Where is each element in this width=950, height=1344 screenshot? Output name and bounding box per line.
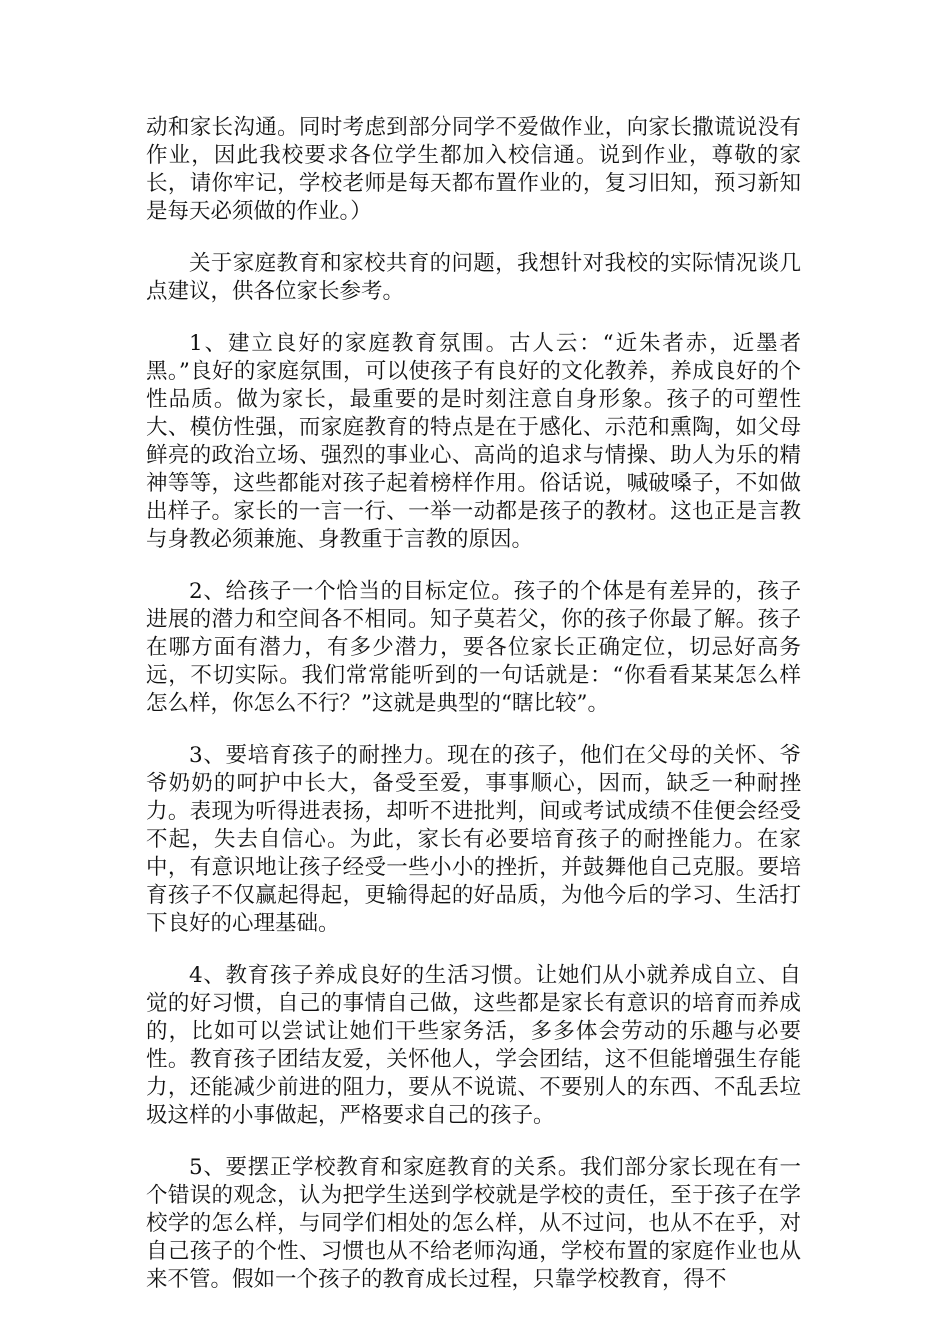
paragraph-point-2: 2、给孩子一个恰当的目标定位。孩子的个体是有差异的，孩子进展的潜力和空间各不相同。知子莫若父，你的孩子你最了解。孩子在哪方面有潜力，有多少潜力，要各位家长正确定位，切忌好高务远，不切实际。我们常常能听到的一句话就是：“你看看某某怎么样怎么样，你怎么不行？”这就是典型的“瞎比较”。 [146, 579, 801, 716]
document-page [146, 114, 801, 1318]
paragraph-intro: 关于家庭教育和家校共育的问题，我想针对我校的实际情况谈几点建议，供各位家长参考。 [146, 251, 801, 304]
paragraph-point-4: 4、教育孩子养成良好的生活习惯。让她们从小就养成自立、自觉的好习惯，自己的事情自己做，这些都是家长有意识的培育而养成的，比如可以尝试让她们干些家务活，多多体会劳动的乐趣与必要性。教育孩子团结友爱，关怀他人，学会团结，这不但能增强生存能力，还能减少前进的阻力，要从不说谎、不要别人的东西、不乱丢垃圾这样的小事做起，严格要求自己的孩子。 [146, 963, 801, 1128]
paragraph-continuation: 动和家长沟通。同时考虑到部分同学不爱做作业，向家长撒谎说没有作业，因此我校要求各位学生都加入校信通。说到作业，尊敬的家长，请你牢记，学校老师是每天都布置作业的，复习旧知，预习新知是每天必须做的作业。） [146, 115, 801, 224]
paragraph-point-1: 1、建立良好的家庭教育氛围。古人云：“近朱者赤，近墨者黑。”良好的家庭氛围，可以使孩子有良好的文化教养，养成良好的个性品质。做为家长，最重要的是时刻注意自身形象。孩子的可塑性大、模仿性强，而家庭教育的特点是在于感化、示范和熏陶，如父母鲜亮的政治立场、强烈的事业心、高尚的追求与情操、助人为乐的精神等等，这些都能对孩子起着榜样作用。俗话说，喊破嗓子，不如做出样子。家长的一言一行、一举一动都是孩子的教材。这也正是言教与身教必须兼施、身教重于言教的原因。 [146, 331, 801, 552]
paragraph-point-5: 5、要摆正学校教育和家庭教育的关系。我们部分家长现在有一个错误的观念，认为把学生送到学校就是学校的责任，至于孩子在学校学的怎么样，与同学们相处的怎么样，从不过问，也从不在乎，对自己孩子的个性、习惯也从不给老师沟通，学校布置的家庭作业也从来不管。假如一个孩子的教育成长过程，只靠学校教育，得不 [146, 1155, 801, 1292]
paragraph-point-3: 3、要培育孩子的耐挫力。现在的孩子，他们在父母的关怀、爷爷奶奶的呵护中长大，备受至爱，事事顺心，因而，缺乏一种耐挫力。表现为听得进表扬，却听不进批判，间或考试成绩不佳便会经受不起，失去自信心。为此，家长有必要培育孩子的耐挫能力。在家中，有意识地让孩子经受一些小小的挫折，并鼓舞他自己克服。要培育孩子不仅赢起得起，更输得起的好品质，为他今后的学习、生活打下良好的心理基础。 [146, 743, 801, 936]
